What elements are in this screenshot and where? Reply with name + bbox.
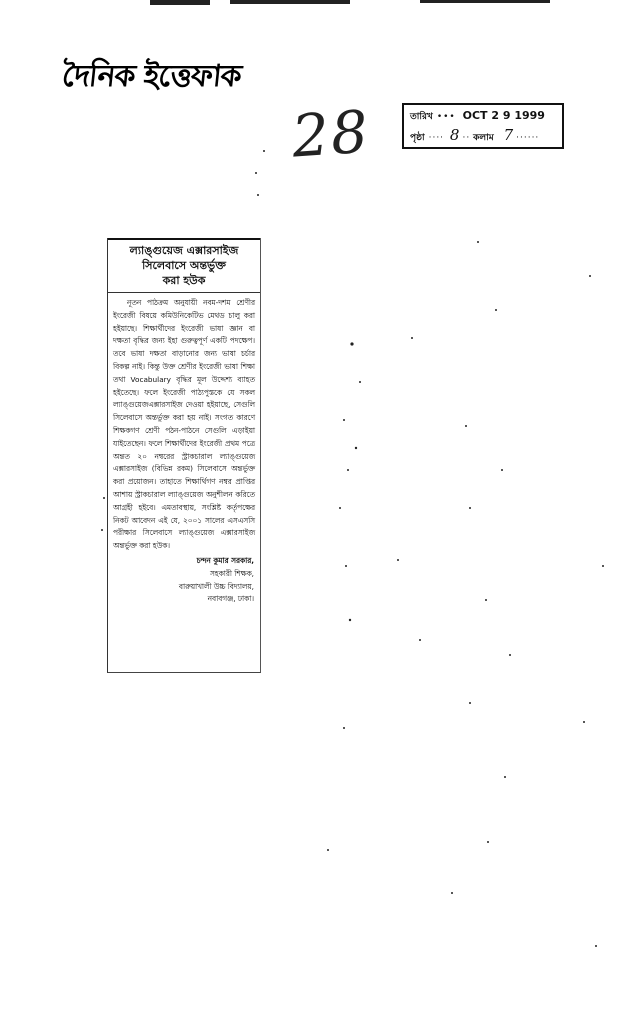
scan-top-edge: [0, 0, 621, 6]
newspaper-clipping: [107, 238, 261, 673]
author-title: সহকারী শিক্ষক,: [209, 568, 254, 578]
article-headline: [108, 238, 260, 293]
headline-line-2: সিলেবাসে অন্তর্ভুক্ত: [142, 259, 226, 272]
stamp-date-value: OCT 2 9 1999: [462, 109, 545, 122]
stamp-page-row: পৃষ্ঠা ···· 8 ·· কলাম 7 ······: [410, 126, 540, 144]
headline-line-3: করা হউক: [162, 274, 206, 287]
author-name: চন্দন কুমার সরকার,: [196, 555, 254, 565]
stamp-date-label: তারিখ: [410, 112, 433, 122]
stamp-column-value: 7: [503, 126, 514, 144]
stamp-page-label: পৃষ্ঠা: [410, 133, 425, 143]
handwritten-number: 28: [289, 97, 373, 171]
stamp-column-label: কলাম: [473, 133, 494, 143]
newspaper-masthead: দৈনিক ইত্তেফাক: [60, 59, 243, 94]
stamp-date-row: তারিখ ••• OCT 2 9 1999: [410, 109, 545, 122]
article-signature: [108, 553, 260, 606]
headline-line-1: ল্যাঙ্গুয়েজ এক্সারসাইজ: [129, 244, 239, 257]
author-school: বারুয়াখালী উচ্চ বিদ্যালয়,: [178, 581, 254, 591]
date-stamp: [402, 103, 564, 149]
author-location: নবাবগঞ্জ, ঢাকা।: [207, 594, 254, 604]
article-body: নূতন পাঠক্রম অনুযায়ী নবম-দশম শ্রেণীর ইংরেজী বিষয়ে কমিউনিকেটিভ মেথড চালু করা হইয়াছে। শিক্ষার্থীদের ইংরেজী ভাষা জ্ঞান বা দক্ষতা বৃদ্ধির জন্য ইহা গুরুত্বপূর্ণ একটি পদক্ষেপ। তবে ভাষা দক্ষতা বাড়ানোর জন্য ভাষা চর্চার বিকল্প নাই। কিন্তু উক্ত শ্রেণীর ইংরেজী ভাষা শিক্ষা তথা Vocabulary বৃদ্ধির মূল উদ্দেশ্য ব্যাহত হইতেছে। ফলে ইংরেজী পাঠ্যপুস্তকে যে সকল ল্যাঙ্গুয়েজএক্সারসাইজ দেওয়া হইয়াছে, সেগুলি সিলেবাসে অন্তর্ভুক্ত করা হয় নাই। সংগত কারণে শিক্ষকগণ শ্রেণী পঠন-পাঠনে সেগুলি এড়াইয়া যাইতেছেন। ফলে শিক্ষার্থীদের ইংরেজী প্রথম পত্রে অন্তত ২০ নম্বরের স্ট্রাকচারাল ল্যাঙ্গুয়েজ এক্সারসাইজ (বিভিন্ন রকম) সিলেবাসে অন্তর্ভুক্ত করা প্রয়োজন। তাহাতে শিক্ষার্থিগণ নম্বর প্রাপ্তির আশায় স্ট্রাকচারাল ল্যাঙ্গুয়েজ অনুশীলন করিতে আগ্রহী হইবে। এমতাবস্থায়, সংশ্লিষ্ট কর্তৃপক্ষের নিকট আবেদন এই যে, ২০০১ সালের এসএসসি পরীক্ষার সিলেবাসে ল্যাঙ্গুয়েজ এক্সারসাইজ অন্তর্ভুক্ত করা হউক।: [113, 298, 255, 551]
stamp-page-value: 8: [449, 126, 460, 144]
